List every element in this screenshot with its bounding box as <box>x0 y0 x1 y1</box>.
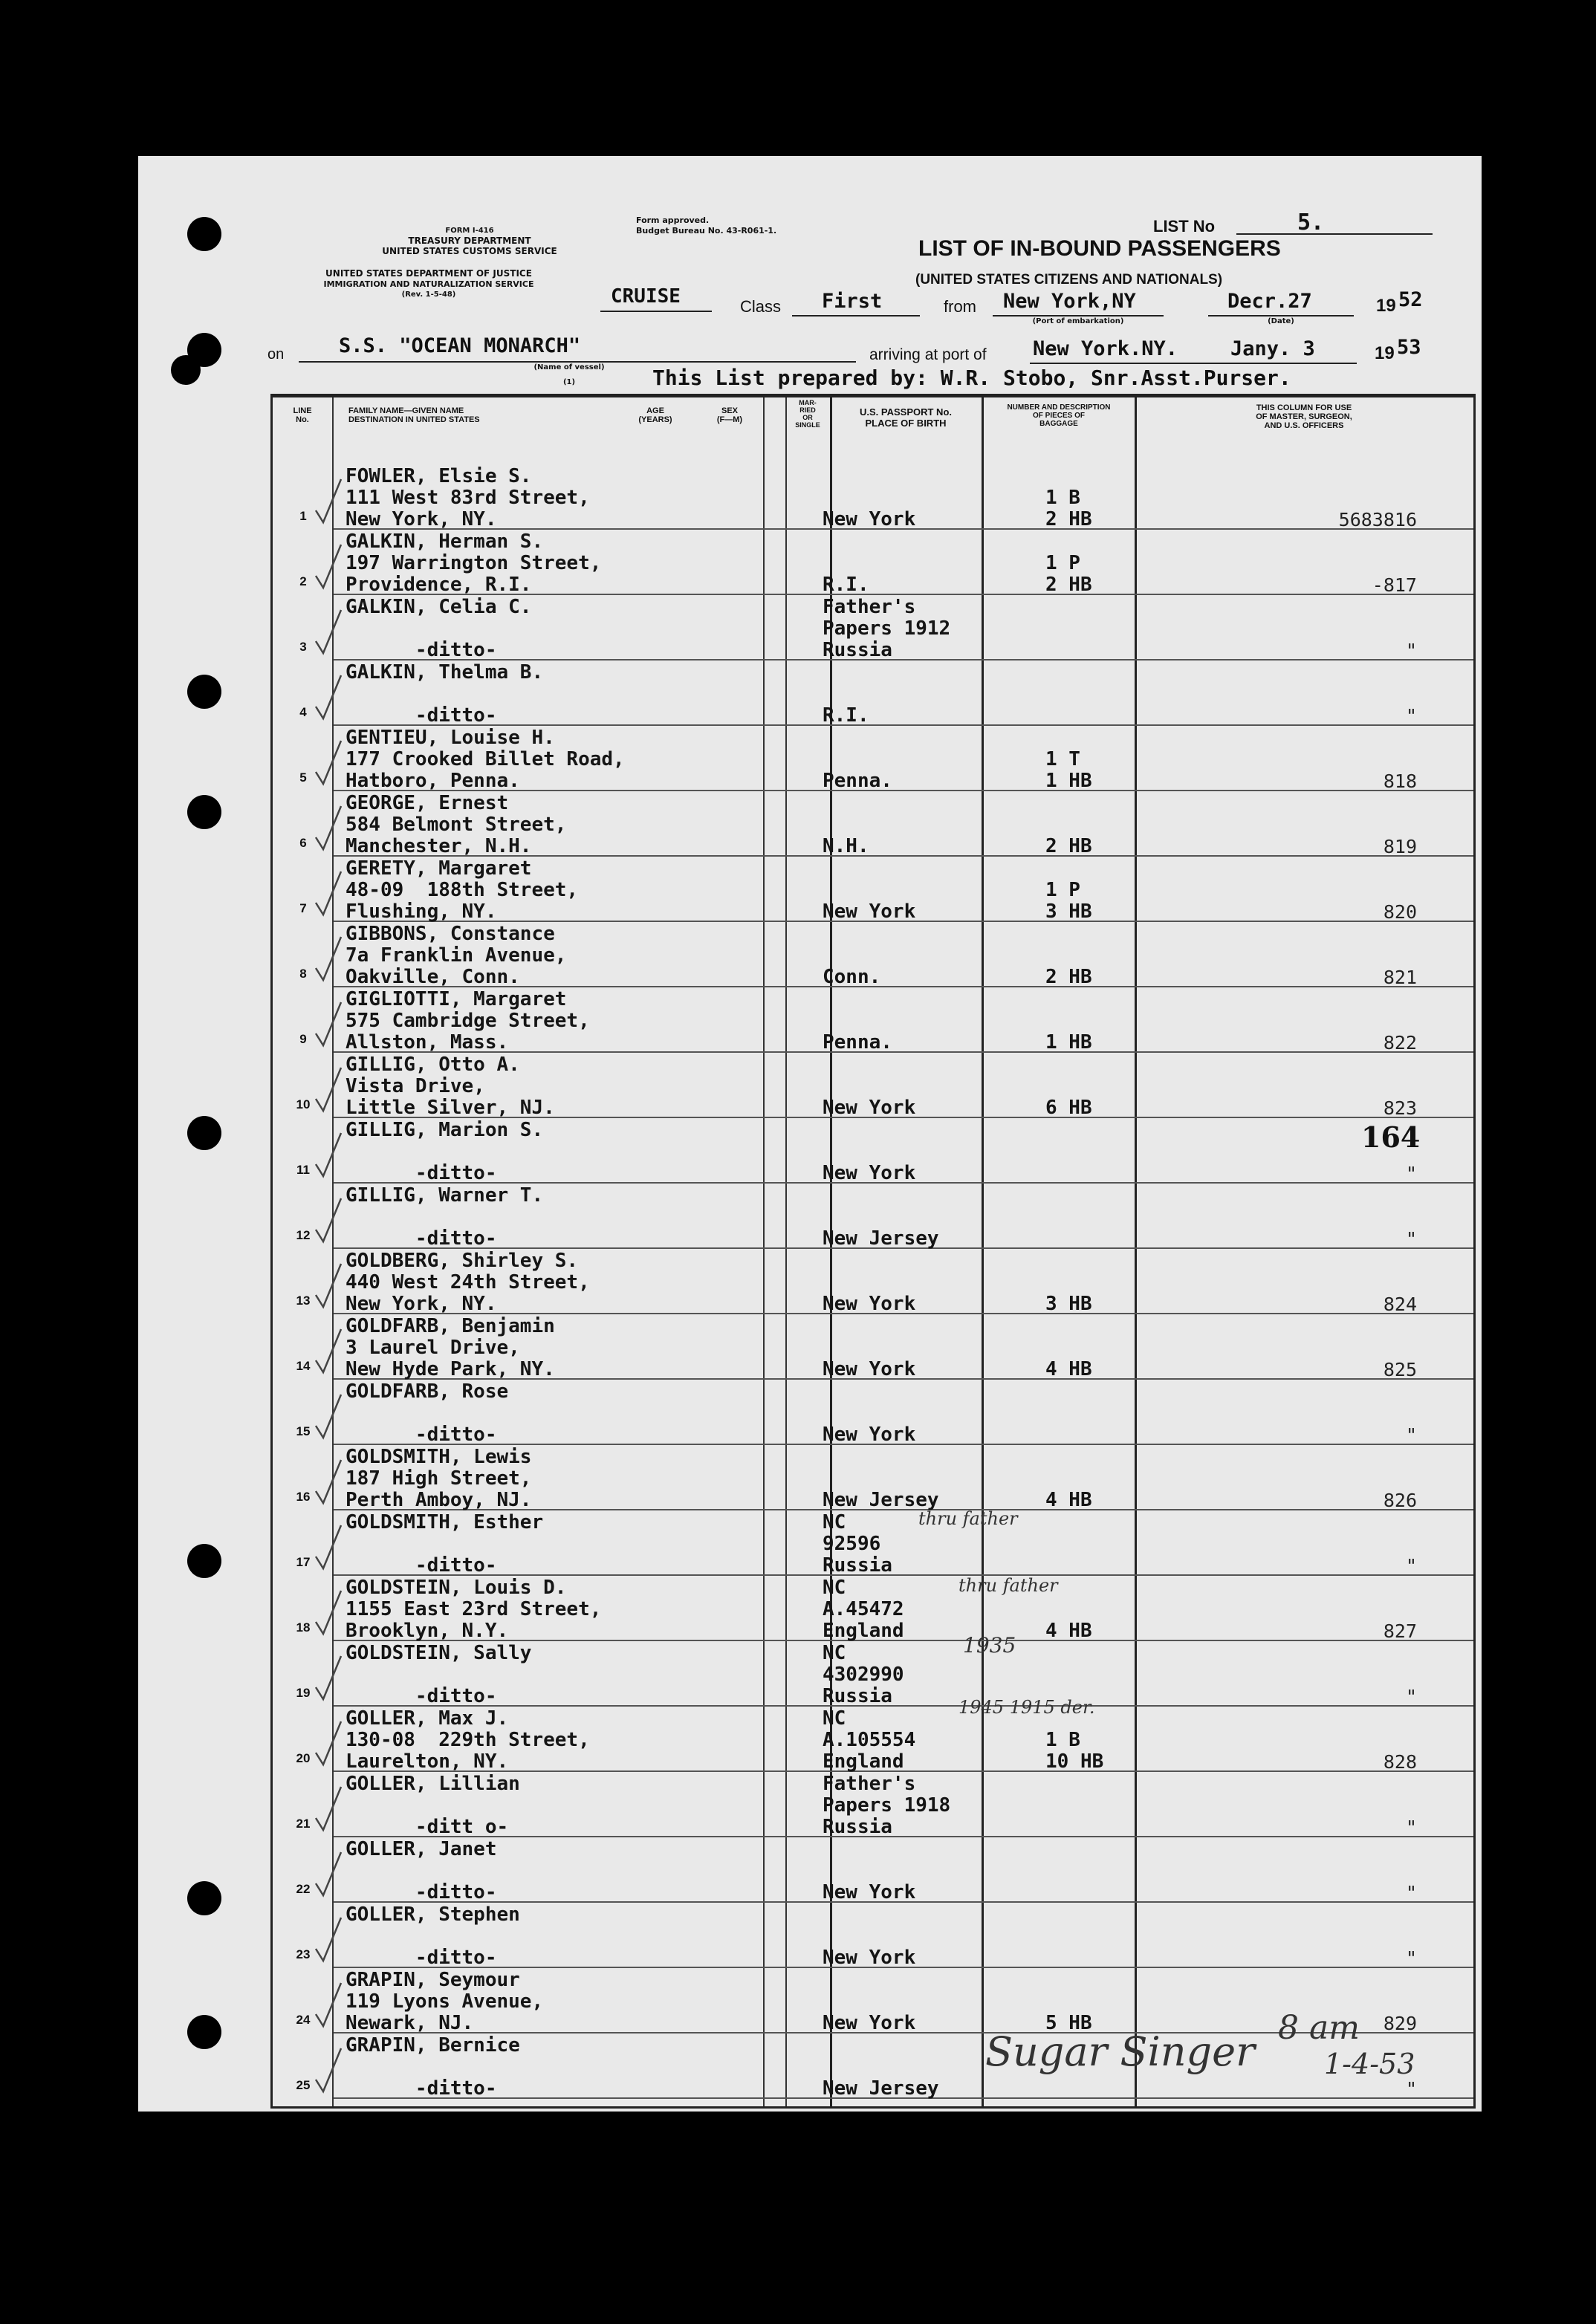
officer-entry: " <box>1405 2078 1417 2100</box>
rev-date: (Rev. 1-5-48) <box>401 290 456 299</box>
table-row <box>273 530 1473 595</box>
col-officers: THIS COLUMN FOR USE OF MASTER, SURGEON, AND U.S. OFFICERS <box>1256 403 1352 430</box>
depart-date: Decr.27 <box>1227 290 1312 313</box>
handwritten-signature: Sugar Singer <box>985 2028 1255 2075</box>
passport-birthplace: New York <box>823 1881 916 1903</box>
passport-birthplace: Father's Papers 1912 Russia <box>823 596 951 661</box>
passport-birthplace: New York <box>823 1162 916 1184</box>
line-number: 10 <box>296 1097 311 1111</box>
officer-entry: " <box>1405 1424 1417 1446</box>
from-port: New York,NY <box>1003 290 1136 313</box>
arrive-year-prefix: 19 <box>1375 343 1395 363</box>
officer-entry: 5683816 <box>1338 509 1417 530</box>
passport-birthplace: NC A.105554 England <box>823 1707 916 1773</box>
passenger-name-address: FOWLER, Elsie S. 111 West 83rd Street, New York, NY. <box>346 465 590 530</box>
customs-service: UNITED STATES CUSTOMS SERVICE <box>382 246 557 256</box>
table-row <box>273 1707 1473 1772</box>
officer-entry: " <box>1405 1686 1417 1707</box>
officer-entry: 829 <box>1383 2013 1417 2034</box>
passenger-name-address: GOLDSMITH, Lewis 187 High Street, Perth Amboy, NJ. <box>346 1446 532 1511</box>
officer-entry: 826 <box>1383 1490 1417 1511</box>
line-number: 4 <box>299 705 307 719</box>
baggage: 4 HB <box>1045 1358 1092 1380</box>
table-row <box>273 464 1473 530</box>
line-number: 22 <box>296 1882 311 1896</box>
line-number: 2 <box>299 574 307 588</box>
passenger-name-address: GALKIN, Celia C. -ditto- <box>346 596 532 661</box>
line-number: 13 <box>296 1294 311 1308</box>
page-subtitle: (UNITED STATES CITIZENS AND NATIONALS) <box>915 272 1223 288</box>
line-number: 12 <box>296 1228 311 1242</box>
baggage: 1 B 2 HB <box>1045 487 1092 530</box>
page-title: LIST OF IN-BOUND PASSENGERS <box>918 236 1281 261</box>
class-label: Class <box>740 297 782 316</box>
baggage: 6 HB <box>1045 1097 1092 1119</box>
officer-entry: 824 <box>1383 1294 1417 1315</box>
binder-hole <box>187 795 221 829</box>
embarkation-note: (Port of embarkation) <box>1032 317 1124 325</box>
line-number: 3 <box>299 640 307 654</box>
passport-birthplace: New York <box>823 1358 916 1380</box>
binder-hole <box>187 675 221 709</box>
prepared-by: This List prepared by: W.R. Stobo, Snr.Asst.Purser. <box>652 366 1291 390</box>
officer-entry: 818 <box>1383 770 1417 792</box>
line-number: 11 <box>296 1163 310 1177</box>
passenger-name-address: GILLIG, Warner T. -ditto- <box>346 1184 544 1250</box>
table-row <box>273 1314 1473 1380</box>
depart-year: 52 <box>1398 288 1423 311</box>
passenger-name-address: GRAPIN, Seymour 119 Lyons Avenue, Newark, NJ. <box>346 1969 544 2034</box>
list-no-value: 5. <box>1297 210 1325 236</box>
col-line: LINE No. <box>293 406 312 424</box>
table-row <box>273 1837 1473 1903</box>
line-number: 7 <box>299 901 307 915</box>
binder-hole <box>187 2015 221 2049</box>
passenger-name-address: GALKIN, Herman S. 197 Warrington Street, Providence, R.I. <box>346 530 602 596</box>
passenger-name-address: GILLIG, Marion S. -ditto- <box>346 1119 544 1184</box>
passport-birthplace: New York <box>823 900 916 923</box>
handwritten-time: 8 am <box>1278 2009 1360 2047</box>
passport-birthplace: N.H. <box>823 835 869 857</box>
passport-birthplace: NC 92596 Russia <box>823 1511 892 1577</box>
depart-year-prefix: 19 <box>1376 296 1396 316</box>
line-number: 19 <box>296 1686 311 1700</box>
baggage: 1 P 2 HB <box>1045 552 1092 596</box>
binder-hole <box>187 1544 221 1578</box>
officer-entry: 827 <box>1383 1620 1417 1642</box>
baggage: 1 T 1 HB <box>1045 748 1092 792</box>
line-number: 20 <box>296 1751 311 1765</box>
passenger-name-address: GOLDFARB, Benjamin 3 Laurel Drive, New Hyde Park, NY. <box>346 1315 555 1380</box>
baggage: 1 HB <box>1045 1031 1092 1054</box>
officer-entry: 822 <box>1383 1032 1417 1054</box>
officer-entry: " <box>1405 1228 1417 1250</box>
table-row <box>273 1445 1473 1510</box>
passenger-name-address: GOLDSTEIN, Louis D. 1155 East 23rd Street, Brooklyn, N.Y. <box>346 1577 602 1642</box>
officer-entry: 819 <box>1383 836 1417 857</box>
arriving-label: arriving at port of <box>869 346 987 363</box>
officer-entry: " <box>1405 1163 1417 1184</box>
passenger-table <box>270 394 1476 2109</box>
passenger-name-address: GOLDSTEIN, Sally -ditto- <box>346 1642 532 1707</box>
officer-entry: 828 <box>1383 1751 1417 1773</box>
baggage: 2 HB <box>1045 966 1092 988</box>
vessel-note-num: (1) <box>562 378 576 386</box>
passport-birthplace: R.I. <box>823 704 869 727</box>
officer-entry: " <box>1405 705 1417 727</box>
table-row <box>273 595 1473 660</box>
officer-entry: " <box>1405 1947 1417 1969</box>
officer-entry: " <box>1405 1882 1417 1903</box>
passport-birthplace: NC A.45472 England <box>823 1577 904 1642</box>
handwritten-date: 1-4-53 <box>1324 2048 1415 2080</box>
passport-birthplace: New Jersey <box>823 2077 939 2100</box>
col-passport: U.S. PASSPORT No. PLACE OF BIRTH <box>860 406 952 429</box>
handwritten-note-20: 1945 1915 der. <box>958 1697 1095 1718</box>
vessel-name: S.S. "OCEAN MONARCH" <box>339 334 581 357</box>
col-age: AGE (YEARS) <box>638 406 672 424</box>
binder-hole <box>187 1116 221 1150</box>
class-value: First <box>822 290 883 313</box>
table-row <box>273 660 1473 726</box>
table-row <box>273 791 1473 857</box>
list-no-label: LIST No <box>1153 217 1216 236</box>
table-row <box>273 1118 1473 1184</box>
line-number: 6 <box>299 836 307 850</box>
officer-entry: 825 <box>1383 1359 1417 1380</box>
officer-entry: 821 <box>1383 967 1417 988</box>
table-row <box>273 1380 1473 1445</box>
table-row <box>273 1184 1473 1249</box>
handwritten-note-19: 1935 <box>963 1633 1016 1658</box>
passport-birthplace: Penna. <box>823 770 892 792</box>
from-label: from <box>944 297 976 316</box>
passport-birthplace: New York <box>823 508 916 530</box>
line-number: 1 <box>299 509 307 523</box>
officer-entry: " <box>1405 640 1417 661</box>
passenger-name-address: GIBBONS, Constance 7a Franklin Avenue, Oakville, Conn. <box>346 923 567 988</box>
table-row <box>273 922 1473 987</box>
vessel-note: (Name of vessel) <box>533 363 605 371</box>
line-number: 24 <box>296 2013 311 2027</box>
stamp-page-number: 164 <box>1361 1120 1421 1154</box>
binder-hole <box>171 355 201 385</box>
table-row <box>273 1053 1473 1118</box>
arrive-year: 53 <box>1397 336 1421 359</box>
date-note: (Date) <box>1268 317 1294 325</box>
baggage: 5 HB <box>1045 2012 1092 2034</box>
table-row <box>273 1641 1473 1707</box>
officer-entry: " <box>1405 1555 1417 1577</box>
handwritten-note-18: thru father <box>958 1575 1058 1596</box>
passport-birthplace: New York <box>823 1947 916 1969</box>
line-number: 25 <box>296 2078 311 2092</box>
ins-service: IMMIGRATION AND NATURALIZATION SERVICE <box>323 279 534 289</box>
passenger-name-address: GIGLIOTTI, Margaret 575 Cambridge Street, Allston, Mass. <box>346 988 590 1054</box>
passport-birthplace: Penna. <box>823 1031 892 1054</box>
line-number: 16 <box>296 1490 311 1504</box>
line-number: 15 <box>296 1424 311 1438</box>
baggage: 1 B 10 HB <box>1045 1729 1104 1773</box>
passport-birthplace: New York <box>823 2012 916 2034</box>
baggage: 4 HB <box>1045 1620 1092 1642</box>
table-row <box>273 1903 1473 1968</box>
baggage: 2 HB <box>1045 835 1092 857</box>
officer-entry: -817 <box>1372 574 1417 596</box>
line-number: 8 <box>299 967 307 981</box>
form-number: FORM I-416 <box>445 227 494 235</box>
officer-entry: " <box>1405 1817 1417 1838</box>
table-row <box>273 987 1473 1053</box>
arrive-date: Jany. 3 <box>1230 337 1315 360</box>
binder-hole <box>187 217 221 251</box>
passport-birthplace: New York <box>823 1424 916 1446</box>
manifest-page <box>138 156 1482 2112</box>
passport-birthplace: Conn. <box>823 966 881 988</box>
passport-birthplace: NC 4302990 Russia <box>823 1642 904 1707</box>
officer-entry: 823 <box>1383 1097 1417 1119</box>
passport-birthplace: New Jersey <box>823 1227 939 1250</box>
col-name: FAMILY NAME—GIVEN NAME DESTINATION IN UNITED STATES <box>348 406 480 424</box>
table-row <box>273 1249 1473 1314</box>
passenger-name-address: GOLLER, Janet -ditto- <box>346 1838 497 1903</box>
binder-hole <box>187 1881 221 1915</box>
col-sex: SEX (F—M) <box>716 406 743 424</box>
line-number: 23 <box>296 1947 311 1961</box>
table-row <box>273 857 1473 922</box>
passenger-name-address: GOLDBERG, Shirley S. 440 West 24th Street, New York, NY. <box>346 1250 590 1315</box>
table-row <box>273 1576 1473 1641</box>
line-number: 9 <box>299 1032 307 1046</box>
passenger-name-address: GOLLER, Max J. 130-08 229th Street, Laurelton, NY. <box>346 1707 590 1773</box>
passenger-name-address: GILLIG, Otto A. Vista Drive, Little Silver, NJ. <box>346 1054 555 1119</box>
treasury-dept: TREASURY DEPARTMENT <box>408 236 531 246</box>
form-approved: Form approved. <box>636 215 710 225</box>
table-row <box>273 726 1473 791</box>
col-married: MAR- RIED OR SINGLE <box>795 399 820 429</box>
baggage: 1 P 3 HB <box>1045 879 1092 923</box>
baggage: 3 HB <box>1045 1293 1092 1315</box>
passport-birthplace: Father's Papers 1918 Russia <box>823 1773 951 1838</box>
passport-birthplace: New York <box>823 1293 916 1315</box>
arrive-port: New York.NY. <box>1033 337 1178 360</box>
passenger-name-address: GRAPIN, Bernice -ditto- <box>346 2034 520 2100</box>
table-row <box>273 1510 1473 1576</box>
on-label: on <box>267 346 285 363</box>
passenger-name-address: GEORGE, Ernest 584 Belmont Street, Manchester, N.H. <box>346 792 567 857</box>
passenger-name-address: GOLDFARB, Rose -ditto- <box>346 1380 509 1446</box>
baggage: 4 HB <box>1045 1489 1092 1511</box>
table-row <box>273 1772 1473 1837</box>
passport-birthplace: New York <box>823 1097 916 1119</box>
line-number: 21 <box>296 1817 311 1831</box>
passenger-name-address: GOLLER, Stephen -ditto- <box>346 1903 520 1969</box>
handwritten-note-17: thru father <box>918 1508 1018 1529</box>
line-number: 18 <box>296 1620 311 1635</box>
line-number: 17 <box>296 1555 311 1569</box>
justice-dept: UNITED STATES DEPARTMENT OF JUSTICE <box>325 268 532 279</box>
line-number: 14 <box>296 1359 311 1373</box>
passenger-name-address: GENTIEU, Louise H. 177 Crooked Billet Road, Hatboro, Penna. <box>346 727 625 792</box>
passenger-name-address: GALKIN, Thelma B. -ditto- <box>346 661 544 727</box>
budget-bureau: Budget Bureau No. 43-R061-1. <box>636 226 777 236</box>
line-number: 5 <box>299 770 307 785</box>
officer-entry: 820 <box>1383 901 1417 923</box>
passenger-name-address: GOLLER, Lillian -ditt o- <box>346 1773 520 1838</box>
passport-birthplace: R.I. <box>823 574 869 596</box>
passenger-name-address: GERETY, Margaret 48-09 188th Street, Flushing, NY. <box>346 857 579 923</box>
passenger-name-address: GOLDSMITH, Esther -ditto- <box>346 1511 544 1577</box>
passport-birthplace: New Jersey <box>823 1489 939 1511</box>
cruise-label: CRUISE <box>611 285 681 308</box>
col-baggage: NUMBER AND DESCRIPTION OF PIECES OF BAGGAGE <box>1007 403 1111 428</box>
